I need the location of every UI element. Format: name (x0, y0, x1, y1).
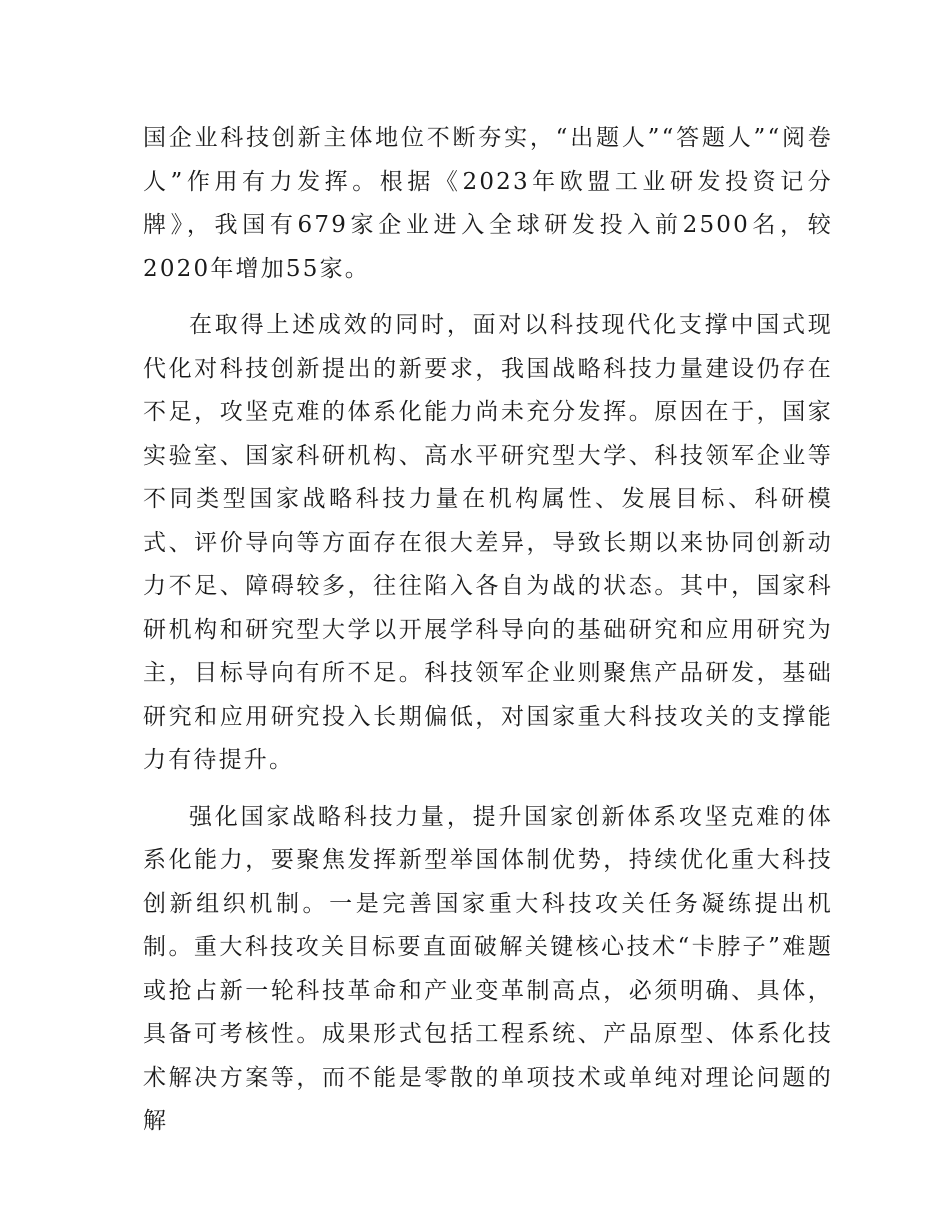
paragraph-3: 强化国家战略科技力量，提升国家创新体系攻坚克难的体系化能力，要聚焦发挥新型举国体制优势，持续优化重大科技创新组织机制。一是完善国家重大科技攻关任务凝练提出机制。重大科技攻关目标要直面破解关键核心技术“卡脖子”难题或抢占新一轮科技革命和产业变革制高点，必须明确、具体，具备可考核性。成果形式包括工程系统、产品原型、体系化技术解决方案等，而不能是零散的单项技术或单纯对理论问题的解 (143, 803, 833, 1134)
document-body (143, 117, 833, 1157)
paragraph-1: 国企业科技创新主体地位不断夯实，“出题人”“答题人”“阅卷人”作用有力发挥。根据《2023年欧盟工业研发投资记分牌》，我国有679家企业进入全球研发投入前2500名，较2020年增加55家。 (143, 125, 833, 282)
paragraph-2: 在取得上述成效的同时，面对以科技现代化支撑中国式现代化对科技创新提出的新要求，我国战略科技力量建设仍存在不足，攻坚克难的体系化能力尚未充分发挥。原因在于，国家实验室、国家科研机构、高水平研究型大学、科技领军企业等不同类型国家战略科技力量在机构属性、发展目标、科研模式、评价导向等方面存在很大差异，导致长期以来协同创新动力不足、障碍较多，往往陷入各自为战的状态。其中，国家科研机构和研究型大学以开展学科导向的基础研究和应用研究为主，目标导向有所不足。科技领军企业则聚焦产品研发，基础研究和应用研究投入长期偏低，对国家重大科技攻关的支撑能力有待提升。 (143, 312, 833, 773)
